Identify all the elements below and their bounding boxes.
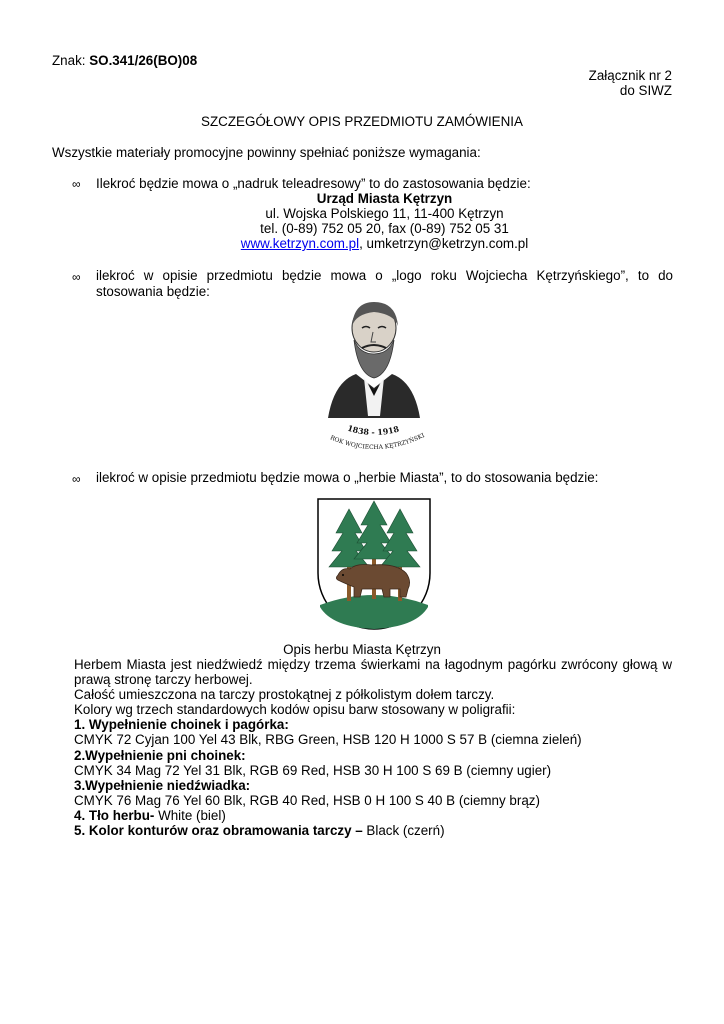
document-reference [52,53,197,68]
bullet-icon: ∞ [72,472,81,486]
org-name: Urząd Miasta Kętrzyn [316,191,453,206]
section3-text: ilekroć w opisie przedmiotu będzie mowa o „herbie Miasta”, to do stosowania będzie: [96,470,599,485]
coat-description-title: Opis herbu Miasta Kętrzyn [283,642,441,657]
color-item-value: CMYK 76 Mag 76 Yel 60 Blk, RGB 40 Red, HSB 0 H 100 S 40 B (ciemny brąz) [74,792,540,808]
bullet-icon: ∞ [72,177,81,191]
intro-text: Wszystkie materiały promocyjne powinny spełniać poniższe wymagania: [52,145,481,160]
description-line: prawą stronę tarczy herbowej. [74,672,253,688]
section2-line1: ilekroć w opisie przedmiotu będzie mowa o „logo roku Wojciecha Kętrzyńskiego”, to do [96,268,673,283]
org-phone: tel. (0-89) 752 05 20, fax (0-89) 752 05 31 [260,221,509,236]
portrait-icon [314,296,434,456]
email-text: , umketrzyn@ketrzyn.com.pl [359,236,529,251]
org-contact [96,236,673,251]
color-item-heading: 2.Wypełnienie pni choinek: [74,747,246,763]
org-address: ul. Wojska Polskiego 11, 11-400 Kętrzyn [265,206,504,221]
description-line: Całość umieszczona na tarczy prostokątnej z półkolistym dołem tarczy. [74,687,495,703]
section2-line2: stosowania będzie: [96,284,210,299]
color-item-value: CMYK 34 Mag 72 Yel 31 Blk, RGB 69 Red, HSB 30 H 100 S 69 B (ciemny ugier) [74,762,552,778]
color-item-heading: 1. Wypełnienie choinek i pagórka: [74,717,289,733]
coat-description [74,657,674,838]
section1-text: Ilekroć będzie mowa o „nadruk teleadresowy” to do zastosowania będzie: [96,176,531,191]
coat-of-arms-icon [316,497,432,631]
logo-years: 1838 - 1918 [346,422,401,438]
logo-caption: ROK WOJCIECHA KĘTRZYŃSKI [328,432,426,452]
website-link[interactable]: www.ketrzyn.com.pl [240,236,360,251]
color-item: 5. Kolor konturów oraz obramowania tarczy – Black (czerń) [74,823,445,839]
description-line: Herbem Miasta jest niedźwiedź między trzema świerkami na łagodnym pagórku zwrócony głową w [74,657,672,672]
color-item-value: CMYK 72 Cyjan 100 Yel 43 Blk, RBG Green, HSB 120 H 1000 S 57 B (ciemna zieleń) [74,732,582,748]
attachment-number: Załącznik nr 2 [588,68,672,83]
reference-number: SO.341/26(BO)08 [89,53,198,68]
year-logo [314,296,434,456]
coat-of-arms [316,497,432,631]
color-item-heading: 3.Wypełnienie niedźwiadka: [74,777,251,793]
color-item: 4. Tło herbu- White (biel) [74,807,226,823]
attachment-target: do SIWZ [619,83,672,98]
bullet-icon: ∞ [72,270,81,284]
reference-label: Znak: [52,53,90,68]
description-line: Kolory wg trzech standardowych kodów opisu barw stosowany w poligrafii: [74,702,516,718]
page-title: SZCZEGÓŁOWY OPIS PRZEDMIOTU ZAMÓWIENIA [201,114,523,129]
